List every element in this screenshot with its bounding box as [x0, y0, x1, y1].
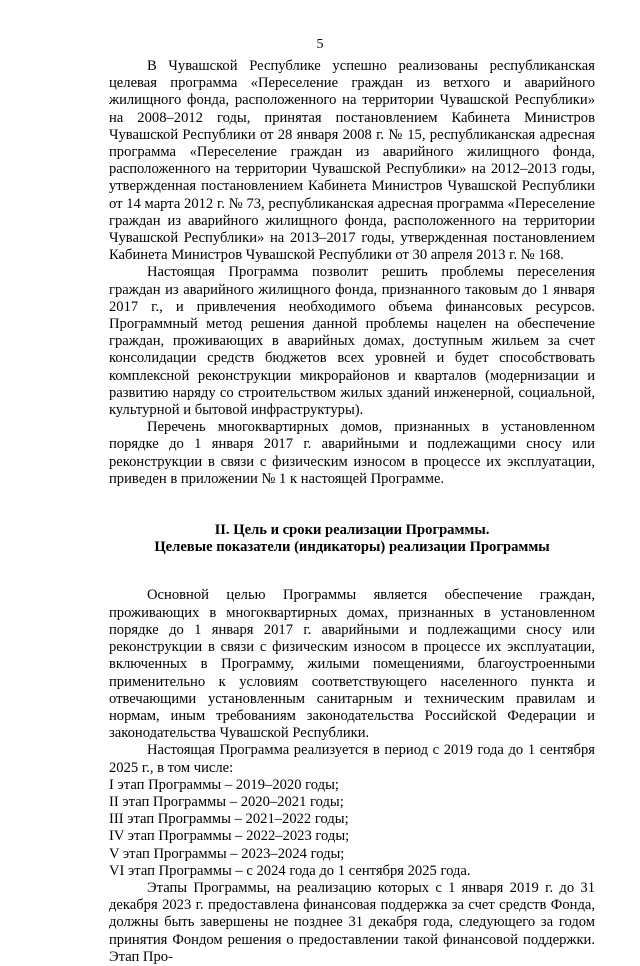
- document-body: [109, 58, 595, 966]
- stage-item: IV этап Программы – 2022–2023 годы;: [109, 828, 350, 845]
- paragraph-program-goal-method: Настоящая Программа позволит решить проблемы переселения граждан из аварийного жилищного фонда, признанного таковым до 1 января 2017 г., и привлечения необходимого объема финансовых ресурсов. Программный метод решения данной проблемы нацелен на обеспечение граждан, проживающих в аварийных домах, доступным жильем за счет консолидации средств бюджетов всех уровней и будет способствовать комплексной реконструкции микрорайонов и кварталов (модернизации и развитию наряду со строительством жилых зданий инженерной, социальной, культурной и бытовой инфраструктуры).: [109, 264, 595, 419]
- stage-item: I этап Программы – 2019–2020 годы;: [109, 776, 339, 793]
- stages-list: [109, 777, 595, 880]
- paragraph-main-goal: Основной целью Программы является обеспечение граждан, проживающих в многоквартирных домах, признанных в установленном порядке до 1 января 2017 г. аварийными и подлежащими сносу или реконструкции в связи с физическим износом в процессе их эксплуатации, включенных в Программу, жилыми помещениями, благоустроенными применительно к условиям соответствующего населенного пункта и отвечающими установленным санитарным и техническим правилам и нормам, иным требованиям законодательства Российской Федерации и законодательства Чувашской Республики.: [109, 587, 595, 742]
- section-heading-line-2: Целевые показатели (индикаторы) реализации Программы: [154, 539, 550, 556]
- paragraph-implementation-period: Настоящая Программа реализуется в период с 2019 года до 1 сентября 2025 г., в том числе:: [109, 742, 595, 776]
- paragraph-stage-deadlines: Этапы Программы, на реализацию которых с 1 января 2019 г. до 31 декабря 2023 г. предоставлена финансовая поддержка за счет средств Фонда, должны быть завершены не позднее 31 декабря года, следующего за годом принятия Фондом решения о предоставлении такой финансовой поддержки. Этап Про-: [109, 879, 595, 965]
- paragraph-previous-programs: В Чувашской Республике успешно реализованы республиканская целевая программа «Переселение граждан из ветхого и аварийного жилищного фонда, расположенного на территории Чувашской Республики» на 2008–2012 годы, принятая постановлением Кабинета Министров Чувашской Республики от 28 января 2008 г. № 15, республиканская адресная программа «Переселение граждан из аварийного жилищного фонда, расположенного на территории Чувашской Республики» на 2012–2013 годы, утвержденная постановлением Кабинета Министров Чувашской Республики от 14 марта 2012 г. № 73, республиканская адресная программа «Переселение граждан из аварийного жилищного фонда, расположенного на территории Чувашской Республики» на 2013–2017 годы, утвержденная постановлением Кабинета Министров Чувашской Республики от 30 апреля 2013 г. № 168.: [109, 58, 595, 264]
- section-heading-line-1: II. Цель и сроки реализации Программы.: [214, 522, 490, 539]
- stage-item: V этап Программы – 2023–2024 годы;: [109, 845, 345, 862]
- stage-item: VI этап Программы – с 2024 года до 1 сентября 2025 года.: [109, 862, 471, 879]
- paragraph-building-list: Перечень многоквартирных домов, признанных в установленном порядке до 1 января 2017 г. аварийными и подлежащими сносу или реконструкции в связи с физическим износом в процессе их эксплуатации, приведен в приложении № 1 к настоящей Программе.: [109, 419, 595, 487]
- page-number: 5: [316, 37, 324, 52]
- section-heading: [109, 522, 595, 556]
- stage-item: III этап Программы – 2021–2022 годы;: [109, 811, 349, 828]
- stage-item: II этап Программы – 2020–2021 годы;: [109, 793, 344, 810]
